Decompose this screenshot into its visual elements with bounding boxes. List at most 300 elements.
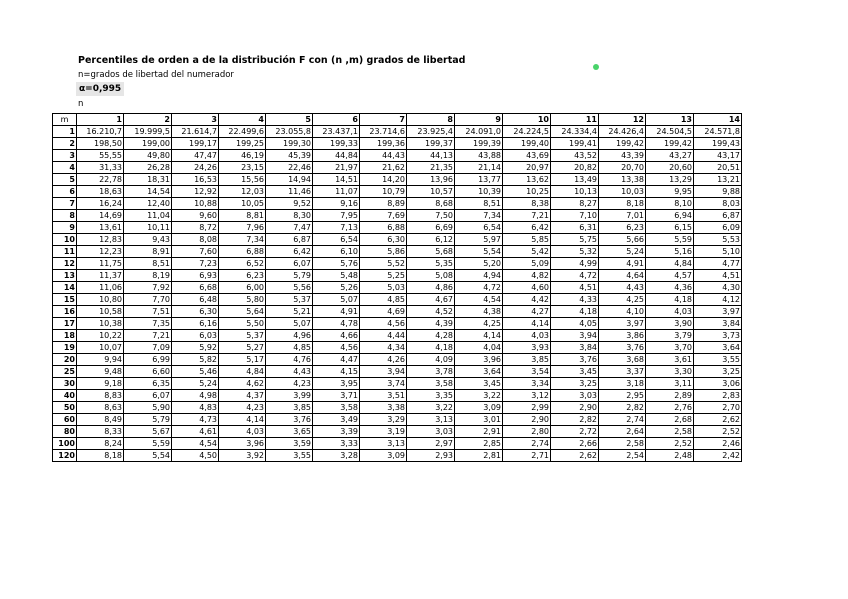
table-cell[interactable]: 24.224,5	[503, 126, 551, 138]
row-header[interactable]: 3	[53, 150, 77, 162]
table-cell[interactable]: 6,48	[172, 294, 219, 306]
table-cell[interactable]: 4,99	[551, 258, 599, 270]
table-cell[interactable]: 4,54	[455, 294, 503, 306]
table-cell[interactable]: 3,49	[313, 414, 360, 426]
table-cell[interactable]: 2,83	[694, 390, 742, 402]
row-header[interactable]: 19	[53, 342, 77, 354]
table-cell[interactable]: 44,84	[313, 150, 360, 162]
table-cell[interactable]: 198,50	[77, 138, 124, 150]
table-cell[interactable]: 2,52	[694, 426, 742, 438]
row-header[interactable]: 80	[53, 426, 77, 438]
table-cell[interactable]: 6,88	[360, 222, 407, 234]
table-cell[interactable]: 3,22	[407, 402, 455, 414]
table-cell[interactable]: 8,19	[124, 270, 172, 282]
table-cell[interactable]: 43,88	[455, 150, 503, 162]
table-cell[interactable]: 5,16	[646, 246, 694, 258]
table-cell[interactable]: 10,79	[360, 186, 407, 198]
table-cell[interactable]: 199,39	[455, 138, 503, 150]
row-header[interactable]: 60	[53, 414, 77, 426]
table-cell[interactable]: 3,55	[266, 450, 313, 462]
table-cell[interactable]: 6,68	[172, 282, 219, 294]
table-cell[interactable]: 2,62	[551, 450, 599, 462]
table-cell[interactable]: 12,03	[219, 186, 266, 198]
table-cell[interactable]: 6,54	[313, 234, 360, 246]
table-cell[interactable]: 7,60	[172, 246, 219, 258]
table-cell[interactable]: 6,16	[172, 318, 219, 330]
table-cell[interactable]: 3,90	[646, 318, 694, 330]
table-cell[interactable]: 4,43	[599, 282, 646, 294]
table-cell[interactable]: 4,73	[172, 414, 219, 426]
table-cell[interactable]: 6,60	[124, 366, 172, 378]
table-cell[interactable]: 4,94	[455, 270, 503, 282]
table-cell[interactable]: 6,93	[172, 270, 219, 282]
table-cell[interactable]: 7,34	[455, 210, 503, 222]
table-cell[interactable]: 4,18	[646, 294, 694, 306]
table-cell[interactable]: 4,34	[360, 342, 407, 354]
row-header[interactable]: 13	[53, 270, 77, 282]
table-cell[interactable]: 4,96	[266, 330, 313, 342]
alpha-label[interactable]: α=0,995	[76, 82, 124, 96]
table-cell[interactable]: 5,67	[124, 426, 172, 438]
row-header[interactable]: 1	[53, 126, 77, 138]
table-cell[interactable]: 10,22	[77, 330, 124, 342]
table-cell[interactable]: 3,11	[646, 378, 694, 390]
table-cell[interactable]: 6,87	[266, 234, 313, 246]
table-cell[interactable]: 5,26	[313, 282, 360, 294]
table-cell[interactable]: 7,35	[124, 318, 172, 330]
table-cell[interactable]: 10,57	[407, 186, 455, 198]
table-cell[interactable]: 5,59	[124, 438, 172, 450]
table-cell[interactable]: 12,40	[124, 198, 172, 210]
table-cell[interactable]: 14,54	[124, 186, 172, 198]
table-cell[interactable]: 6,12	[407, 234, 455, 246]
table-cell[interactable]: 24.504,5	[646, 126, 694, 138]
column-header[interactable]: 10	[503, 114, 551, 126]
table-cell[interactable]: 43,39	[599, 150, 646, 162]
table-cell[interactable]: 4,51	[694, 270, 742, 282]
row-header[interactable]: 100	[53, 438, 77, 450]
table-cell[interactable]: 7,69	[360, 210, 407, 222]
table-cell[interactable]: 2,62	[694, 414, 742, 426]
table-cell[interactable]: 11,06	[77, 282, 124, 294]
table-cell[interactable]: 5,54	[455, 246, 503, 258]
table-cell[interactable]: 9,16	[313, 198, 360, 210]
table-cell[interactable]: 7,13	[313, 222, 360, 234]
row-header[interactable]: 12	[53, 258, 77, 270]
table-cell[interactable]: 12,92	[172, 186, 219, 198]
table-cell[interactable]: 16.210,7	[77, 126, 124, 138]
table-cell[interactable]: 21,97	[313, 162, 360, 174]
table-cell[interactable]: 3,25	[551, 378, 599, 390]
table-cell[interactable]: 5,32	[551, 246, 599, 258]
table-cell[interactable]: 3,94	[551, 330, 599, 342]
table-cell[interactable]: 14,94	[266, 174, 313, 186]
table-cell[interactable]: 3,03	[551, 390, 599, 402]
table-cell[interactable]: 10,88	[172, 198, 219, 210]
table-cell[interactable]: 5,10	[694, 246, 742, 258]
table-cell[interactable]: 3,76	[599, 342, 646, 354]
table-cell[interactable]: 3,94	[360, 366, 407, 378]
row-header[interactable]: 16	[53, 306, 77, 318]
table-cell[interactable]: 8,03	[694, 198, 742, 210]
table-cell[interactable]: 23.437,1	[313, 126, 360, 138]
table-cell[interactable]: 4,14	[219, 414, 266, 426]
table-cell[interactable]: 3,61	[646, 354, 694, 366]
table-cell[interactable]: 7,51	[124, 306, 172, 318]
table-cell[interactable]: 11,46	[266, 186, 313, 198]
table-cell[interactable]: 13,38	[599, 174, 646, 186]
table-cell[interactable]: 5,59	[646, 234, 694, 246]
table-cell[interactable]: 4,56	[360, 318, 407, 330]
table-cell[interactable]: 4,09	[407, 354, 455, 366]
table-cell[interactable]: 5,25	[360, 270, 407, 282]
table-cell[interactable]: 6,42	[266, 246, 313, 258]
table-cell[interactable]: 8,10	[646, 198, 694, 210]
table-cell[interactable]: 7,70	[124, 294, 172, 306]
table-cell[interactable]: 2,68	[646, 414, 694, 426]
table-cell[interactable]: 7,95	[313, 210, 360, 222]
table-cell[interactable]: 3,68	[599, 354, 646, 366]
table-cell[interactable]: 21.614,7	[172, 126, 219, 138]
row-header[interactable]: 5	[53, 174, 77, 186]
table-cell[interactable]: 5,20	[455, 258, 503, 270]
table-cell[interactable]: 7,96	[219, 222, 266, 234]
table-cell[interactable]: 14,69	[77, 210, 124, 222]
row-header[interactable]: 18	[53, 330, 77, 342]
table-cell[interactable]: 13,29	[646, 174, 694, 186]
table-cell[interactable]: 6,52	[219, 258, 266, 270]
table-cell[interactable]: 31,33	[77, 162, 124, 174]
table-cell[interactable]: 4,26	[360, 354, 407, 366]
table-cell[interactable]: 5,35	[407, 258, 455, 270]
table-cell[interactable]: 5,85	[503, 234, 551, 246]
table-cell[interactable]: 4,44	[360, 330, 407, 342]
table-cell[interactable]: 3,65	[266, 426, 313, 438]
table-cell[interactable]: 24.334,4	[551, 126, 599, 138]
table-cell[interactable]: 23.925,4	[407, 126, 455, 138]
table-cell[interactable]: 4,77	[694, 258, 742, 270]
table-cell[interactable]: 7,50	[407, 210, 455, 222]
table-cell[interactable]: 3,99	[266, 390, 313, 402]
table-cell[interactable]: 5,82	[172, 354, 219, 366]
column-header[interactable]: 14	[694, 114, 742, 126]
table-cell[interactable]: 24.091,0	[455, 126, 503, 138]
table-cell[interactable]: 3,01	[455, 414, 503, 426]
table-cell[interactable]: 13,21	[694, 174, 742, 186]
table-cell[interactable]: 24.426,4	[599, 126, 646, 138]
table-cell[interactable]: 5,50	[219, 318, 266, 330]
table-cell[interactable]: 4,85	[360, 294, 407, 306]
table-cell[interactable]: 9,52	[266, 198, 313, 210]
table-cell[interactable]: 6,69	[407, 222, 455, 234]
table-cell[interactable]: 20,97	[503, 162, 551, 174]
table-cell[interactable]: 18,31	[124, 174, 172, 186]
table-cell[interactable]: 11,75	[77, 258, 124, 270]
table-cell[interactable]: 5,79	[124, 414, 172, 426]
table-cell[interactable]: 8,68	[407, 198, 455, 210]
table-cell[interactable]: 4,60	[503, 282, 551, 294]
table-cell[interactable]: 8,51	[124, 258, 172, 270]
table-cell[interactable]: 2,71	[503, 450, 551, 462]
column-header[interactable]: 11	[551, 114, 599, 126]
table-cell[interactable]: 2,74	[599, 414, 646, 426]
table-cell[interactable]: 3,79	[646, 330, 694, 342]
table-cell[interactable]: 8,63	[77, 402, 124, 414]
table-cell[interactable]: 3,84	[551, 342, 599, 354]
table-cell[interactable]: 5,52	[360, 258, 407, 270]
table-cell[interactable]: 5,09	[503, 258, 551, 270]
table-cell[interactable]: 4,72	[551, 270, 599, 282]
table-cell[interactable]: 4,12	[694, 294, 742, 306]
table-cell[interactable]: 5,64	[219, 306, 266, 318]
table-cell[interactable]: 3,30	[646, 366, 694, 378]
table-cell[interactable]: 5,76	[313, 258, 360, 270]
table-cell[interactable]: 10,11	[124, 222, 172, 234]
table-cell[interactable]: 5,07	[313, 294, 360, 306]
table-cell[interactable]: 43,69	[503, 150, 551, 162]
table-cell[interactable]: 5,24	[599, 246, 646, 258]
table-cell[interactable]: 2,42	[694, 450, 742, 462]
table-cell[interactable]: 3,64	[455, 366, 503, 378]
table-cell[interactable]: 4,78	[313, 318, 360, 330]
table-cell[interactable]: 6,03	[172, 330, 219, 342]
row-header[interactable]: 14	[53, 282, 77, 294]
table-cell[interactable]: 9,95	[646, 186, 694, 198]
row-header[interactable]: 40	[53, 390, 77, 402]
table-cell[interactable]: 4,52	[407, 306, 455, 318]
table-cell[interactable]: 3,85	[503, 354, 551, 366]
table-cell[interactable]: 4,50	[172, 450, 219, 462]
column-header[interactable]: 2	[124, 114, 172, 126]
table-cell[interactable]: 5,75	[551, 234, 599, 246]
table-cell[interactable]: 5,86	[360, 246, 407, 258]
table-cell[interactable]: 20,70	[599, 162, 646, 174]
table-cell[interactable]: 8,91	[124, 246, 172, 258]
table-cell[interactable]: 4,15	[313, 366, 360, 378]
table-cell[interactable]: 199,30	[266, 138, 313, 150]
table-cell[interactable]: 7,21	[124, 330, 172, 342]
table-cell[interactable]: 16,53	[172, 174, 219, 186]
table-cell[interactable]: 13,49	[551, 174, 599, 186]
table-cell[interactable]: 3,92	[219, 450, 266, 462]
table-cell[interactable]: 6,99	[124, 354, 172, 366]
table-cell[interactable]: 2,97	[407, 438, 455, 450]
table-cell[interactable]: 5,17	[219, 354, 266, 366]
table-cell[interactable]: 8,38	[503, 198, 551, 210]
table-cell[interactable]: 2,72	[551, 426, 599, 438]
table-cell[interactable]: 20,60	[646, 162, 694, 174]
table-cell[interactable]: 45,39	[266, 150, 313, 162]
table-cell[interactable]: 22,46	[266, 162, 313, 174]
table-cell[interactable]: 6,07	[266, 258, 313, 270]
table-cell[interactable]: 8,81	[219, 210, 266, 222]
table-cell[interactable]: 7,23	[172, 258, 219, 270]
table-cell[interactable]: 199,41	[551, 138, 599, 150]
table-cell[interactable]: 4,05	[551, 318, 599, 330]
table-cell[interactable]: 22.499,6	[219, 126, 266, 138]
table-cell[interactable]: 4,43	[266, 366, 313, 378]
table-cell[interactable]: 5,92	[172, 342, 219, 354]
table-cell[interactable]: 9,48	[77, 366, 124, 378]
table-cell[interactable]: 8,89	[360, 198, 407, 210]
row-header[interactable]: 25	[53, 366, 77, 378]
table-cell[interactable]: 2,90	[551, 402, 599, 414]
table-cell[interactable]: 6,15	[646, 222, 694, 234]
table-cell[interactable]: 3,25	[694, 366, 742, 378]
table-cell[interactable]: 11,04	[124, 210, 172, 222]
table-cell[interactable]: 6,54	[455, 222, 503, 234]
table-cell[interactable]: 21,35	[407, 162, 455, 174]
row-header[interactable]: 50	[53, 402, 77, 414]
table-cell[interactable]: 5,80	[219, 294, 266, 306]
table-cell[interactable]: 15,56	[219, 174, 266, 186]
table-cell[interactable]: 2,99	[503, 402, 551, 414]
table-cell[interactable]: 8,30	[266, 210, 313, 222]
table-cell[interactable]: 2,81	[455, 450, 503, 462]
table-cell[interactable]: 199,00	[124, 138, 172, 150]
table-cell[interactable]: 24.571,8	[694, 126, 742, 138]
table-cell[interactable]: 10,25	[503, 186, 551, 198]
table-cell[interactable]: 43,52	[551, 150, 599, 162]
table-cell[interactable]: 2,54	[599, 450, 646, 462]
row-header[interactable]: 11	[53, 246, 77, 258]
column-header[interactable]: 5	[266, 114, 313, 126]
table-cell[interactable]: 4,03	[503, 330, 551, 342]
table-cell[interactable]: 8,72	[172, 222, 219, 234]
table-cell[interactable]: 2,58	[599, 438, 646, 450]
row-header[interactable]: 20	[53, 354, 77, 366]
table-cell[interactable]: 44,43	[360, 150, 407, 162]
column-header[interactable]: 13	[646, 114, 694, 126]
table-cell[interactable]: 14,20	[360, 174, 407, 186]
table-cell[interactable]: 5,27	[219, 342, 266, 354]
table-cell[interactable]: 3,78	[407, 366, 455, 378]
table-cell[interactable]: 5,21	[266, 306, 313, 318]
table-cell[interactable]: 8,51	[455, 198, 503, 210]
table-cell[interactable]: 6,42	[503, 222, 551, 234]
table-cell[interactable]: 4,03	[646, 306, 694, 318]
table-cell[interactable]: 5,37	[266, 294, 313, 306]
table-cell[interactable]: 4,25	[455, 318, 503, 330]
table-cell[interactable]: 2,82	[551, 414, 599, 426]
table-cell[interactable]: 4,42	[503, 294, 551, 306]
table-cell[interactable]: 3,03	[407, 426, 455, 438]
table-cell[interactable]: 3,22	[455, 390, 503, 402]
table-cell[interactable]: 2,52	[646, 438, 694, 450]
table-cell[interactable]: 3,95	[313, 378, 360, 390]
table-cell[interactable]: 8,83	[77, 390, 124, 402]
table-cell[interactable]: 13,77	[455, 174, 503, 186]
row-header[interactable]: 17	[53, 318, 77, 330]
table-cell[interactable]: 20,82	[551, 162, 599, 174]
table-cell[interactable]: 4,82	[503, 270, 551, 282]
table-cell[interactable]: 4,39	[407, 318, 455, 330]
table-cell[interactable]: 4,36	[646, 282, 694, 294]
table-cell[interactable]: 3,76	[266, 414, 313, 426]
table-cell[interactable]: 21,62	[360, 162, 407, 174]
table-cell[interactable]: 9,94	[77, 354, 124, 366]
table-cell[interactable]: 5,24	[172, 378, 219, 390]
row-header[interactable]: 4	[53, 162, 77, 174]
table-cell[interactable]: 3,97	[694, 306, 742, 318]
table-cell[interactable]: 6,88	[219, 246, 266, 258]
table-cell[interactable]: 43,17	[694, 150, 742, 162]
row-header[interactable]: 10	[53, 234, 77, 246]
table-cell[interactable]: 7,21	[503, 210, 551, 222]
table-cell[interactable]: 4,76	[266, 354, 313, 366]
table-cell[interactable]: 16,24	[77, 198, 124, 210]
table-cell[interactable]: 23,15	[219, 162, 266, 174]
table-cell[interactable]: 3,19	[360, 426, 407, 438]
table-cell[interactable]: 4,30	[694, 282, 742, 294]
table-cell[interactable]: 5,46	[172, 366, 219, 378]
table-cell[interactable]: 3,54	[503, 366, 551, 378]
table-cell[interactable]: 4,47	[313, 354, 360, 366]
table-cell[interactable]: 19.999,5	[124, 126, 172, 138]
table-cell[interactable]: 3,76	[551, 354, 599, 366]
table-cell[interactable]: 4,61	[172, 426, 219, 438]
table-cell[interactable]: 5,68	[407, 246, 455, 258]
table-cell[interactable]: 199,37	[407, 138, 455, 150]
table-cell[interactable]: 20,51	[694, 162, 742, 174]
table-cell[interactable]: 3,35	[407, 390, 455, 402]
table-cell[interactable]: 2,89	[646, 390, 694, 402]
table-cell[interactable]: 3,13	[407, 414, 455, 426]
column-header[interactable]: 1	[77, 114, 124, 126]
table-cell[interactable]: 3,59	[266, 438, 313, 450]
table-cell[interactable]: 6,00	[219, 282, 266, 294]
table-cell[interactable]: 24,26	[172, 162, 219, 174]
table-cell[interactable]: 12,23	[77, 246, 124, 258]
table-cell[interactable]: 6,30	[360, 234, 407, 246]
row-header[interactable]: 7	[53, 198, 77, 210]
table-cell[interactable]: 10,39	[455, 186, 503, 198]
table-cell[interactable]: 10,58	[77, 306, 124, 318]
table-cell[interactable]: 4,62	[219, 378, 266, 390]
table-cell[interactable]: 4,33	[551, 294, 599, 306]
table-cell[interactable]: 9,60	[172, 210, 219, 222]
column-header[interactable]: 7	[360, 114, 407, 126]
column-header[interactable]: 12	[599, 114, 646, 126]
table-cell[interactable]: 2,74	[503, 438, 551, 450]
table-cell[interactable]: 10,38	[77, 318, 124, 330]
table-cell[interactable]: 3,28	[313, 450, 360, 462]
table-cell[interactable]: 3,34	[503, 378, 551, 390]
table-cell[interactable]: 4,64	[599, 270, 646, 282]
table-cell[interactable]: 4,98	[172, 390, 219, 402]
table-cell[interactable]: 4,66	[313, 330, 360, 342]
table-cell[interactable]: 9,18	[77, 378, 124, 390]
table-cell[interactable]: 199,25	[219, 138, 266, 150]
table-cell[interactable]: 4,37	[219, 390, 266, 402]
column-header[interactable]: 3	[172, 114, 219, 126]
table-cell[interactable]: 6,23	[599, 222, 646, 234]
column-header[interactable]: 9	[455, 114, 503, 126]
table-cell[interactable]: 43,27	[646, 150, 694, 162]
table-cell[interactable]: 10,13	[551, 186, 599, 198]
table-cell[interactable]: 10,05	[219, 198, 266, 210]
table-cell[interactable]: 3,70	[646, 342, 694, 354]
table-cell[interactable]: 4,51	[551, 282, 599, 294]
table-cell[interactable]: 3,29	[360, 414, 407, 426]
table-cell[interactable]: 7,10	[551, 210, 599, 222]
corner-cell[interactable]: m	[53, 114, 77, 126]
table-cell[interactable]: 2,66	[551, 438, 599, 450]
table-cell[interactable]: 10,03	[599, 186, 646, 198]
table-cell[interactable]: 5,08	[407, 270, 455, 282]
table-cell[interactable]: 23.714,6	[360, 126, 407, 138]
table-cell[interactable]: 26,28	[124, 162, 172, 174]
